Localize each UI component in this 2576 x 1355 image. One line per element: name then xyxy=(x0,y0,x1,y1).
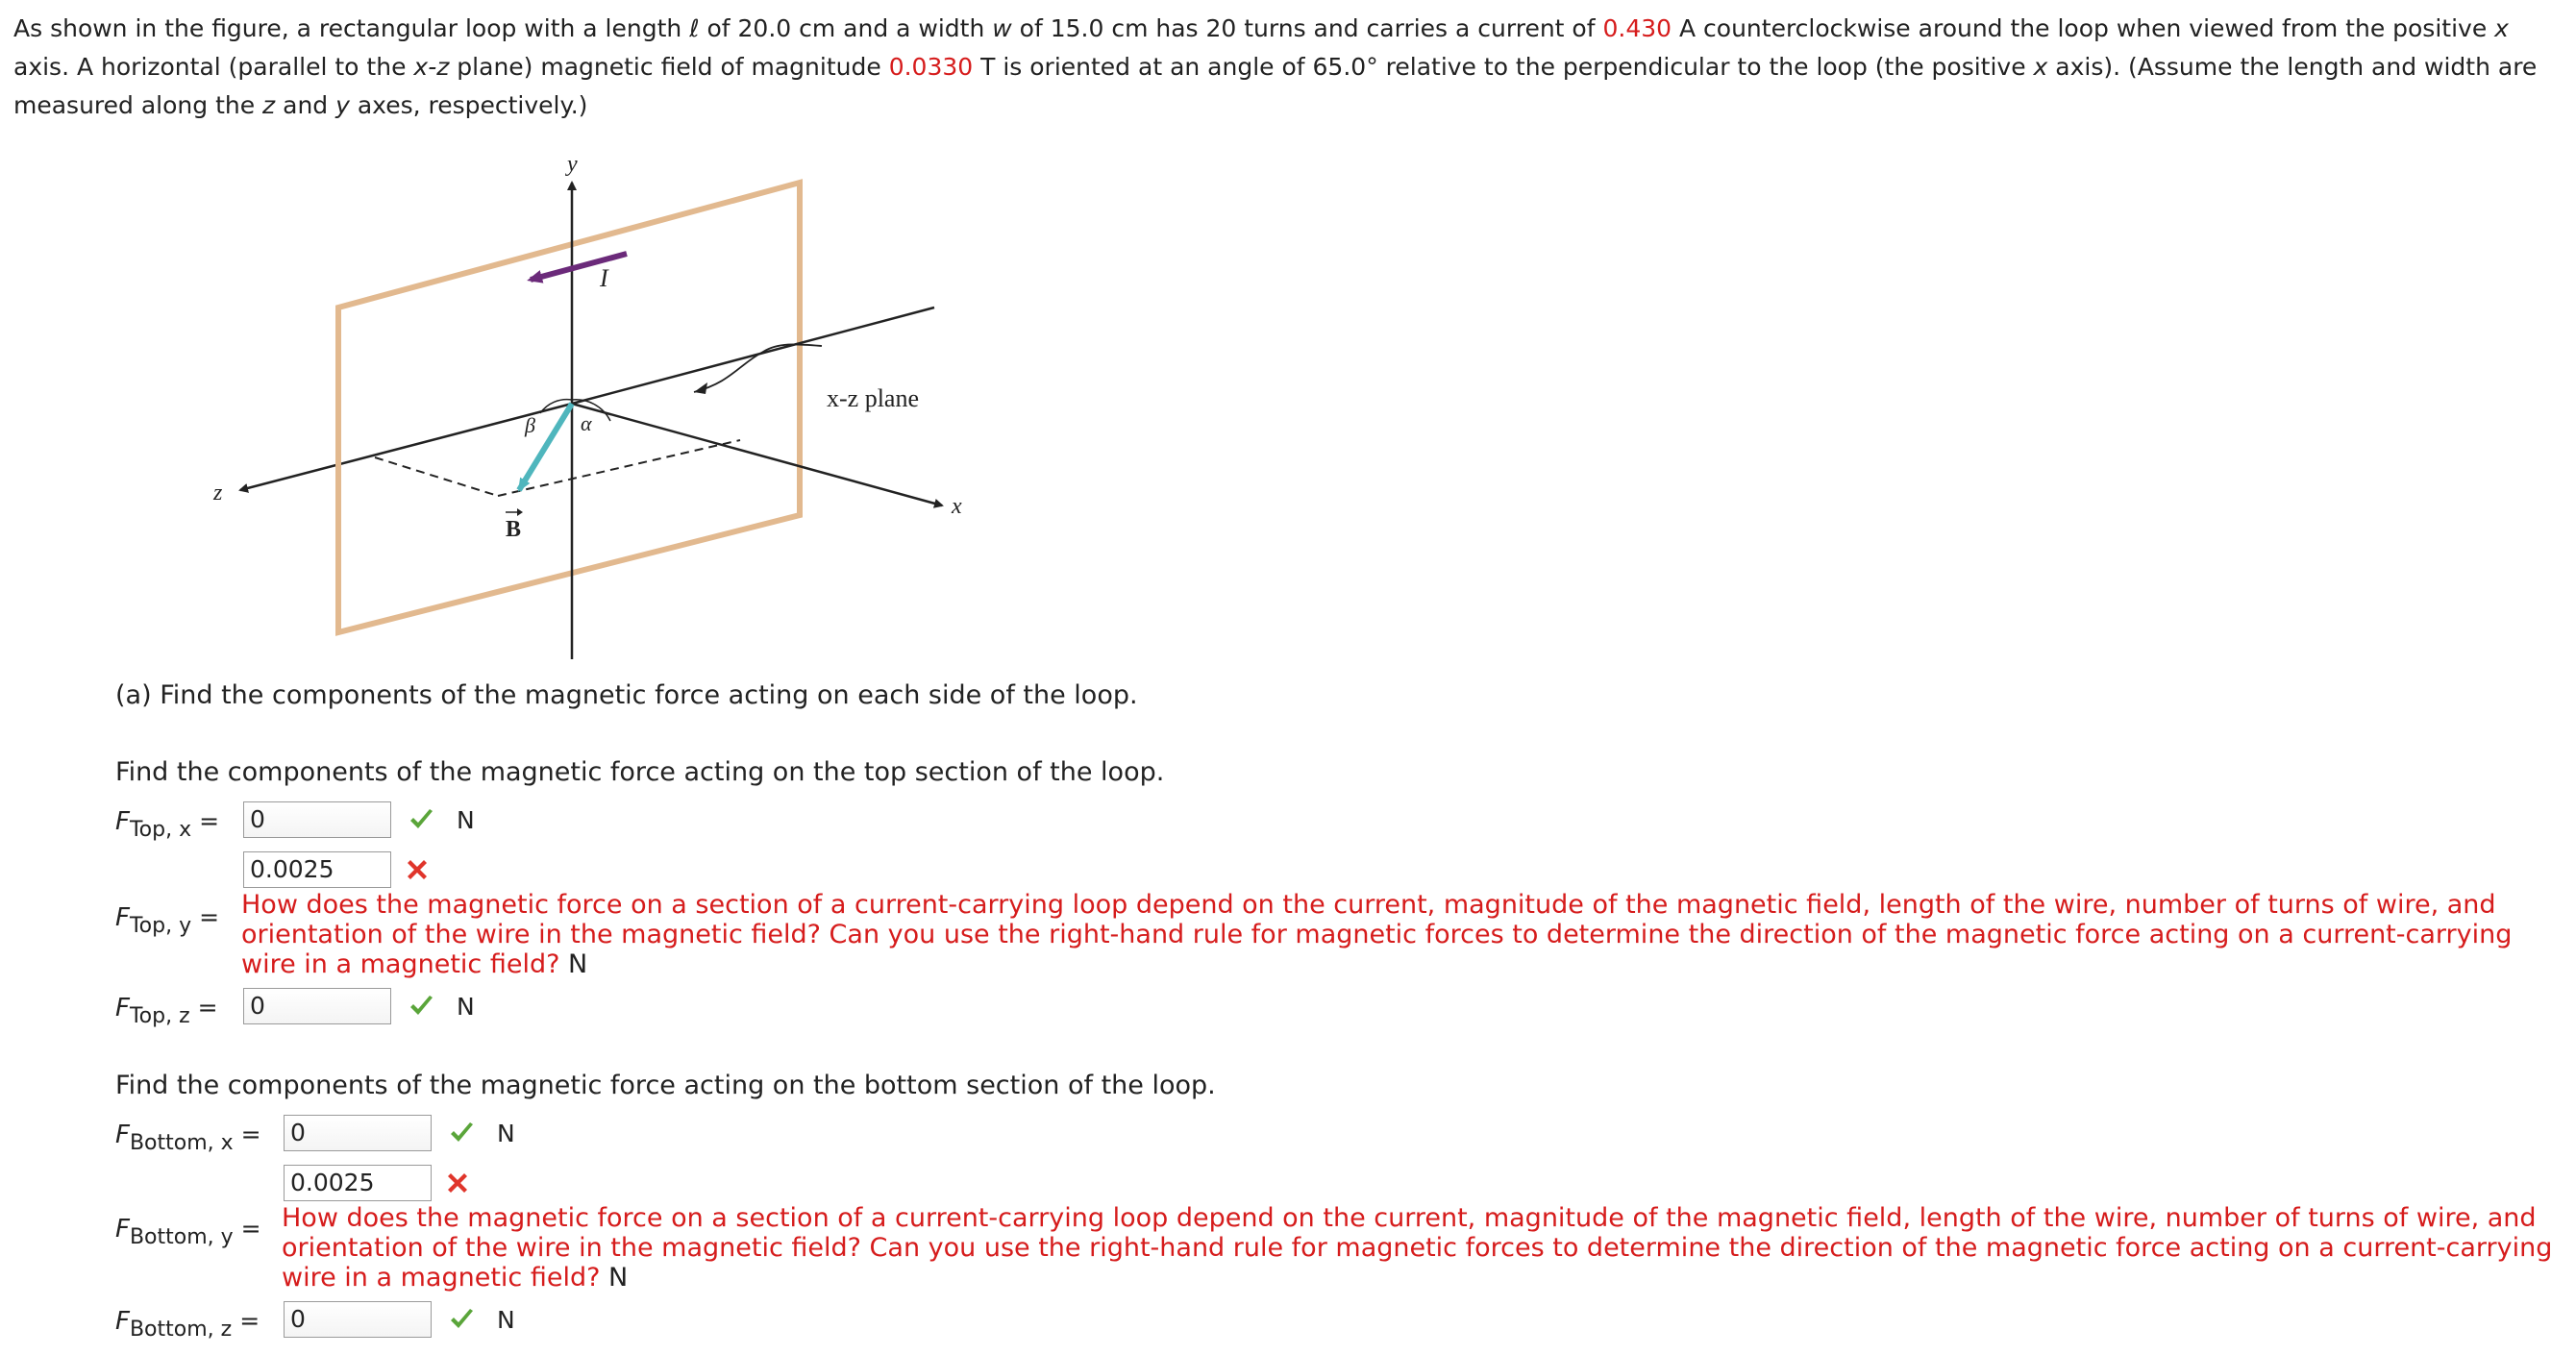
field-value: 0.0330 xyxy=(888,53,974,81)
z-axis-label: z xyxy=(213,480,223,505)
f-top-x-unit: N xyxy=(457,805,475,834)
current-value: 0.430 xyxy=(1602,14,1672,42)
plane-label-arrowhead xyxy=(694,382,707,394)
f-top-x-row xyxy=(243,801,475,838)
f-bottom-y-label: $F_{Bottom, y}$ = xyxy=(115,1215,261,1249)
b-vector-label: B xyxy=(506,517,522,542)
bottom-section-title: Find the components of the magnetic force acting on the bottom section of the loop. xyxy=(115,1071,1216,1100)
check-icon xyxy=(447,1119,476,1147)
f-top-y-label: $F_{Top, y}$ = xyxy=(115,903,220,938)
cross-icon xyxy=(403,855,432,884)
f-bottom-y-feedback: How does the magnetic force on a section of a current-carrying loop depend on the current, magnitude of the magnetic field, length of the wire, number of turns of wire, and orientation of the wire in the magnetic field? Can you use the right-hand rule for magnetic forces to determine the direction of the magnetic force acting on a current-carrying wire in a magnetic field? N xyxy=(282,1203,2553,1293)
f-bottom-z-label: $F_{Bottom, z}$ = xyxy=(115,1307,260,1342)
f-top-z-row xyxy=(243,988,475,1024)
f-bottom-x-label: $F_{Bottom, x}$ = xyxy=(115,1121,261,1155)
f-bottom-x-input[interactable]: 0 xyxy=(284,1115,432,1151)
current-label: I xyxy=(600,264,608,292)
z-axis xyxy=(240,404,572,490)
f-top-y-row xyxy=(243,851,432,888)
f-top-x-input[interactable]: 0 xyxy=(243,801,391,838)
f-bottom-y-input[interactable]: 0.0025 xyxy=(284,1165,432,1201)
top-section-title: Find the components of the magnetic force acting on the top section of the loop. xyxy=(115,757,1165,787)
f-bottom-y-row xyxy=(284,1165,472,1201)
check-icon xyxy=(407,805,435,834)
part-a-prompt: (a) Find the components of the magnetic force acting on each side of the loop. xyxy=(115,680,1138,710)
problem-statement: As shown in the figure, a rectangular loop with a length ℓ of 20.0 cm and a width w of 15.0 cm has 20 turns and carries a current of 0.430 A counterclockwise around the loop when viewed from the positive x axis. A horizontal (parallel to the x-z plane) magnetic field of magnitude 0.0330 T is oriented at an angle of 65.0° relative to the perpendicular to the loop (the positive x axis). (Assume the length and width are measured along the z and y axes, respectively.) xyxy=(13,14,2538,119)
b-vector-label-arrowhead xyxy=(517,508,523,516)
f-top-y-input[interactable]: 0.0025 xyxy=(243,851,391,888)
f-top-y-feedback: How does the magnetic force on a section of a current-carrying loop depend on the current, magnitude of the magnetic field, length of the wire, number of turns of wire, and orientation of the wire in the magnetic field? Can you use the right-hand rule for magnetic forces to determine the direction of the magnetic force acting on a current-carrying wire in a magnetic field? N xyxy=(241,890,2513,979)
f-bottom-z-input[interactable]: 0 xyxy=(284,1301,432,1338)
f-bottom-x-row xyxy=(284,1115,515,1151)
cross-icon xyxy=(443,1169,472,1197)
f-top-x-label: $F_{Top, x}$ = xyxy=(115,807,220,842)
f-bottom-z-unit: N xyxy=(497,1305,515,1334)
x-axis xyxy=(572,404,942,505)
f-top-z-input[interactable]: 0 xyxy=(243,988,391,1024)
alpha-label: α xyxy=(581,411,592,435)
check-icon xyxy=(447,1305,476,1334)
x-axis-label: x xyxy=(952,494,962,519)
plane-label-leader xyxy=(694,344,822,392)
beta-label: β xyxy=(525,413,535,437)
check-icon xyxy=(407,992,435,1021)
current-arrow xyxy=(531,254,627,280)
f-top-z-unit: N xyxy=(457,992,475,1021)
f-bottom-z-row xyxy=(284,1301,515,1338)
projection-dashed-line xyxy=(375,457,498,496)
plane-label: x-z plane xyxy=(827,384,920,412)
y-axis-label: y xyxy=(567,152,578,177)
f-top-z-label: $F_{Top, z}$ = xyxy=(115,994,218,1028)
f-bottom-x-unit: N xyxy=(497,1119,515,1147)
loop-figure xyxy=(192,142,1057,661)
